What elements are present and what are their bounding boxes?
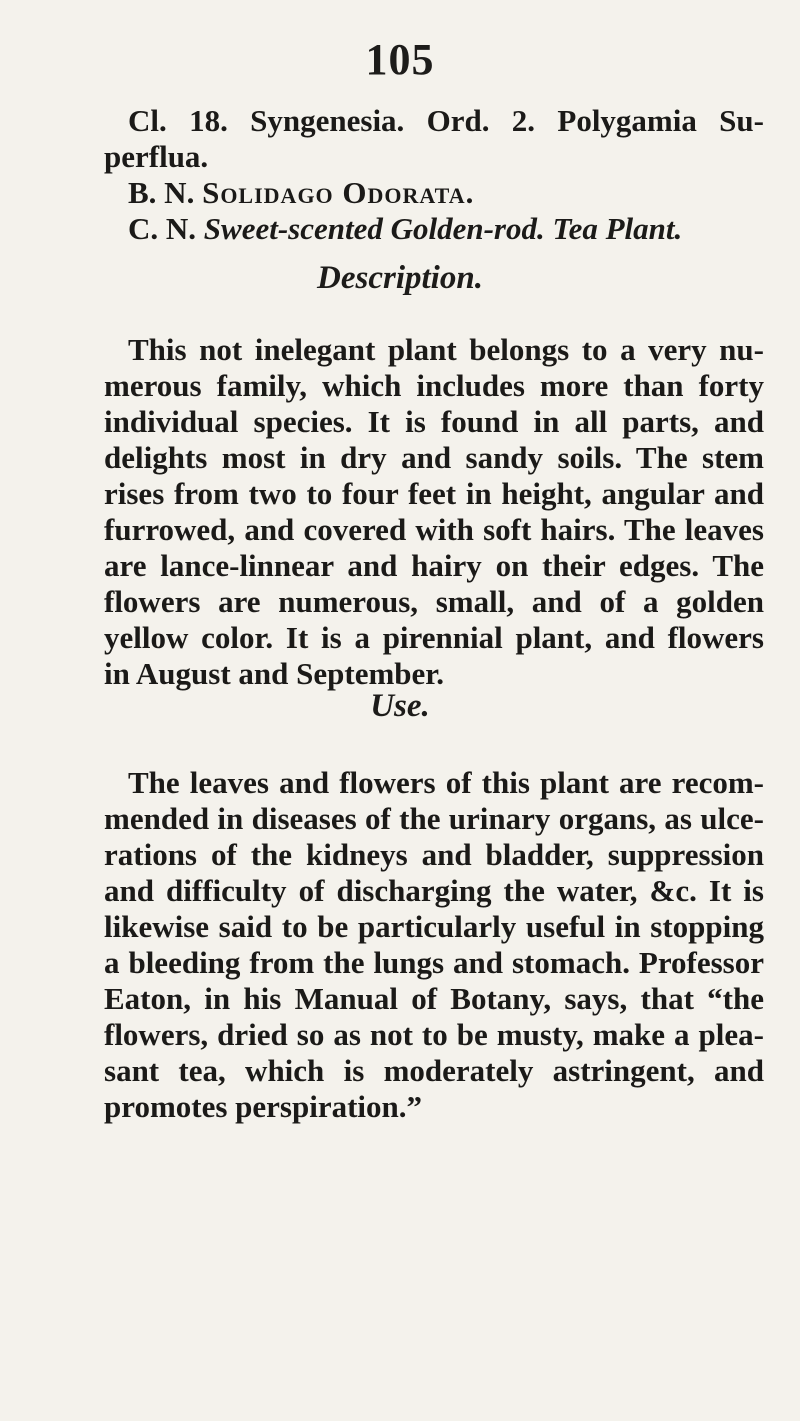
description-line: individual species. It is found in all parts, and bbox=[104, 404, 764, 439]
description-line: furrowed, and covered with soft hairs. The leaves bbox=[104, 512, 764, 547]
common-name: Sweet-scented Golden-rod. bbox=[203, 211, 545, 246]
use-line: likewise said to be particularly useful in stopping bbox=[104, 909, 764, 944]
use-line: rations of the kidneys and bladder, suppression bbox=[104, 837, 764, 872]
classification-block bbox=[104, 103, 764, 247]
use-line: The leaves and flowers of this plant are recom- bbox=[128, 765, 764, 800]
description-line: merous family, which includes more than forty bbox=[104, 368, 764, 403]
description-paragraph bbox=[104, 332, 764, 692]
description-line: yellow color. It is a pirennial plant, and flowers bbox=[104, 620, 764, 655]
common-label: C. N. bbox=[128, 211, 197, 246]
description-line: delights most in dry and sandy soils. The stem bbox=[104, 440, 764, 475]
use-line: and difficulty of discharging the water, &c. It is bbox=[104, 873, 764, 908]
description-line: This not inelegant plant belongs to a very nu- bbox=[128, 332, 764, 367]
description-heading: Description. bbox=[317, 260, 483, 296]
use-paragraph bbox=[104, 765, 764, 1125]
common-name-alt: Tea Plant. bbox=[552, 211, 683, 246]
use-line: Eaton, in his Manual of Botany, says, that “the bbox=[104, 981, 764, 1016]
use-line: promotes perspiration.” bbox=[104, 1089, 423, 1124]
use-heading: Use. bbox=[370, 688, 430, 724]
page-number: 105 bbox=[365, 35, 435, 84]
use-line: a bleeding from the lungs and stomach. Professor bbox=[104, 945, 764, 980]
class-line-1: Cl. 18. Syngenesia. Ord. 2. Polygamia Su- bbox=[128, 103, 764, 138]
use-line: flowers, dried so as not to be musty, make a plea- bbox=[104, 1017, 764, 1052]
common-name-line bbox=[104, 211, 764, 247]
botanical-label: B. N. bbox=[128, 175, 195, 210]
class-line-2: perflua. bbox=[104, 139, 209, 174]
description-line: flowers are numerous, small, and of a golden bbox=[104, 584, 764, 619]
description-line: are lance-linnear and hairy on their edges. The bbox=[104, 548, 764, 583]
botanical-name: Solidago Odorata. bbox=[202, 175, 475, 210]
description-line: rises from two to four feet in height, angular and bbox=[104, 476, 764, 511]
use-line: sant tea, which is moderately astringent, and bbox=[104, 1053, 764, 1088]
description-line: in August and September. bbox=[104, 656, 444, 691]
use-line: mended in diseases of the urinary organs, as ulce- bbox=[104, 801, 764, 836]
botanical-name-line bbox=[104, 175, 764, 211]
